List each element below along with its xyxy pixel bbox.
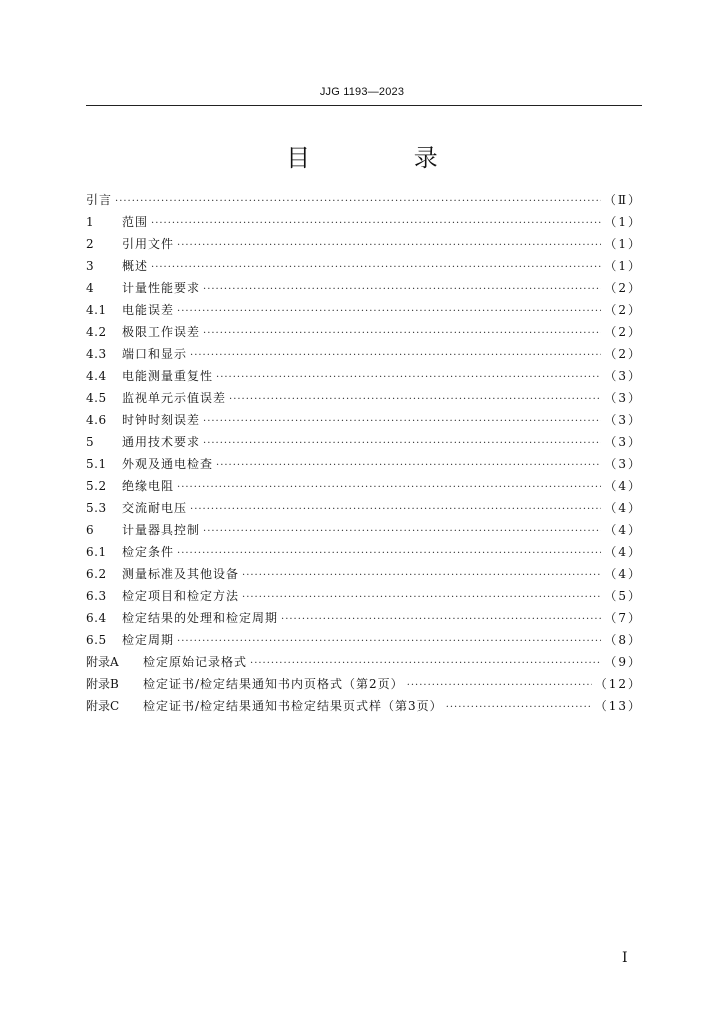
toc-entry[interactable] — [86, 585, 642, 607]
toc-entry-page: （1） — [604, 237, 642, 251]
toc-entry-label: 外观及通电检查 — [122, 457, 214, 471]
toc-entry-page: （4） — [604, 501, 642, 515]
dot-leader — [190, 499, 601, 521]
dot-leader — [177, 235, 601, 257]
toc-entry-label: 端口和显示 — [122, 347, 188, 361]
toc-entry-page: （4） — [604, 523, 642, 537]
toc-entry-label: 计量器具控制 — [122, 523, 201, 537]
dot-leader — [151, 213, 601, 235]
toc-entry[interactable] — [86, 189, 642, 211]
toc-entry-page: （3） — [604, 457, 642, 471]
dot-leader — [407, 675, 592, 697]
toc-entry-number: 4.2 — [86, 325, 107, 339]
dot-leader — [250, 653, 601, 675]
dot-leader — [203, 521, 601, 543]
toc-entry-appendix[interactable] — [86, 695, 642, 717]
toc-entry-page: （2） — [604, 325, 642, 339]
toc-entry-page: （3） — [604, 369, 642, 383]
toc-entry-number: 6.4 — [86, 611, 107, 625]
toc-entry-page: （4） — [604, 545, 642, 559]
dot-leader — [242, 587, 601, 609]
toc-entry-number: 3 — [86, 259, 95, 273]
dot-leader — [203, 433, 601, 455]
dot-leader — [203, 411, 601, 433]
dot-leader — [151, 257, 601, 279]
toc-entry-label: 交流耐电压 — [122, 501, 188, 515]
toc-entry[interactable] — [86, 431, 642, 453]
toc-entry[interactable] — [86, 321, 642, 343]
toc-entry-number: 5.2 — [86, 479, 107, 493]
dot-leader — [242, 565, 601, 587]
running-header: JJG 1193—2023 — [319, 86, 405, 98]
table-of-contents — [86, 189, 642, 717]
toc-entry-page: （1） — [604, 259, 642, 273]
toc-entry-page: （4） — [604, 479, 642, 493]
toc-entry[interactable] — [86, 365, 642, 387]
toc-entry-page: （13） — [594, 699, 642, 713]
toc-entry[interactable] — [86, 497, 642, 519]
toc-entry-label: 电能测量重复性 — [122, 369, 214, 383]
toc-entry-number: 4.3 — [86, 347, 107, 361]
toc-entry[interactable] — [86, 233, 642, 255]
toc-entry[interactable] — [86, 409, 642, 431]
toc-entry[interactable] — [86, 541, 642, 563]
toc-entry-number: 5.1 — [86, 457, 107, 471]
toc-entry-number: 4.5 — [86, 391, 107, 405]
dot-leader — [281, 609, 601, 631]
toc-entry[interactable] — [86, 211, 642, 233]
toc-entry-label: 范围 — [122, 215, 149, 229]
toc-entry-page: （3） — [604, 391, 642, 405]
dot-leader — [115, 191, 601, 213]
toc-entry-label: 引用文件 — [122, 237, 175, 251]
toc-entry-number: 5 — [86, 435, 95, 449]
page-title: 目 录 — [286, 144, 486, 172]
dot-leader — [203, 323, 601, 345]
toc-entry-number: 4 — [86, 281, 95, 295]
toc-entry-label: 检定证书/检定结果通知书内页格式（第2页） — [143, 677, 404, 691]
toc-entry-page: （5） — [604, 589, 642, 603]
toc-entry[interactable] — [86, 387, 642, 409]
toc-entry-label: 检定原始记录格式 — [143, 655, 248, 669]
toc-entry-page: （3） — [604, 435, 642, 449]
toc-entry-page: （4） — [604, 567, 642, 581]
toc-entry[interactable] — [86, 629, 642, 651]
toc-entry-label: 检定项目和检定方法 — [122, 589, 240, 603]
toc-entry[interactable] — [86, 277, 642, 299]
toc-entry-label: 通用技术要求 — [122, 435, 201, 449]
toc-entry-page: （8） — [604, 633, 642, 647]
toc-entry-label: 概述 — [122, 259, 149, 273]
toc-entry-number: 附录A — [86, 655, 119, 669]
toc-entry-label: 检定证书/检定结果通知书检定结果页式样（第3页） — [143, 699, 443, 713]
toc-entry-number: 4.6 — [86, 413, 107, 427]
toc-entry-label: 极限工作误差 — [122, 325, 201, 339]
toc-entry[interactable] — [86, 607, 642, 629]
toc-entry-label: 电能误差 — [122, 303, 175, 317]
toc-entry-page: （7） — [604, 611, 642, 625]
toc-entry-number: 附录B — [86, 677, 119, 691]
toc-entry-number: 1 — [86, 215, 95, 229]
toc-entry-page: （Ⅱ） — [603, 193, 642, 207]
toc-entry-appendix[interactable] — [86, 651, 642, 673]
dot-leader — [216, 367, 601, 389]
toc-entry[interactable] — [86, 255, 642, 277]
toc-entry-label: 计量性能要求 — [122, 281, 201, 295]
page-number: Ⅰ — [622, 950, 628, 966]
toc-entry-label: 引言 — [86, 193, 113, 207]
toc-entry-number: 6.2 — [86, 567, 107, 581]
dot-leader — [446, 697, 592, 719]
toc-entry-page: （12） — [594, 677, 642, 691]
toc-entry[interactable] — [86, 343, 642, 365]
dot-leader — [177, 477, 601, 499]
toc-entry-label: 绝缘电阻 — [122, 479, 175, 493]
toc-entry-number: 6.1 — [86, 545, 107, 559]
toc-entry-page: （9） — [604, 655, 642, 669]
dot-leader — [229, 389, 601, 411]
toc-entry-appendix[interactable] — [86, 673, 642, 695]
toc-entry-page: （2） — [604, 303, 642, 317]
toc-entry-label: 检定结果的处理和检定周期 — [122, 611, 279, 625]
toc-entry[interactable] — [86, 519, 642, 541]
dot-leader — [177, 543, 601, 565]
toc-entry-page: （3） — [604, 413, 642, 427]
toc-entry-page: （2） — [604, 281, 642, 295]
toc-entry-number: 附录C — [86, 699, 120, 713]
dot-leader — [203, 279, 601, 301]
toc-entry-page: （2） — [604, 347, 642, 361]
toc-entry-number: 2 — [86, 237, 95, 251]
toc-entry-number: 4.4 — [86, 369, 107, 383]
toc-entry[interactable] — [86, 453, 642, 475]
toc-entry-label: 检定周期 — [122, 633, 175, 647]
toc-entry-page: （1） — [604, 215, 642, 229]
toc-entry[interactable] — [86, 563, 642, 585]
toc-entry-number: 4.1 — [86, 303, 107, 317]
toc-entry-number: 6 — [86, 523, 95, 537]
toc-entry[interactable] — [86, 299, 642, 321]
toc-entry-number: 6.5 — [86, 633, 107, 647]
toc-entry-number: 6.3 — [86, 589, 107, 603]
toc-entry[interactable] — [86, 475, 642, 497]
toc-entry-label: 检定条件 — [122, 545, 175, 559]
header-rule — [86, 105, 642, 106]
toc-entry-label: 时钟时刻误差 — [122, 413, 201, 427]
dot-leader — [216, 455, 601, 477]
dot-leader — [177, 631, 601, 653]
dot-leader — [177, 301, 601, 323]
dot-leader — [190, 345, 601, 367]
toc-entry-label: 测量标准及其他设备 — [122, 567, 240, 581]
toc-entry-number: 5.3 — [86, 501, 107, 515]
toc-entry-label: 监视单元示值误差 — [122, 391, 227, 405]
